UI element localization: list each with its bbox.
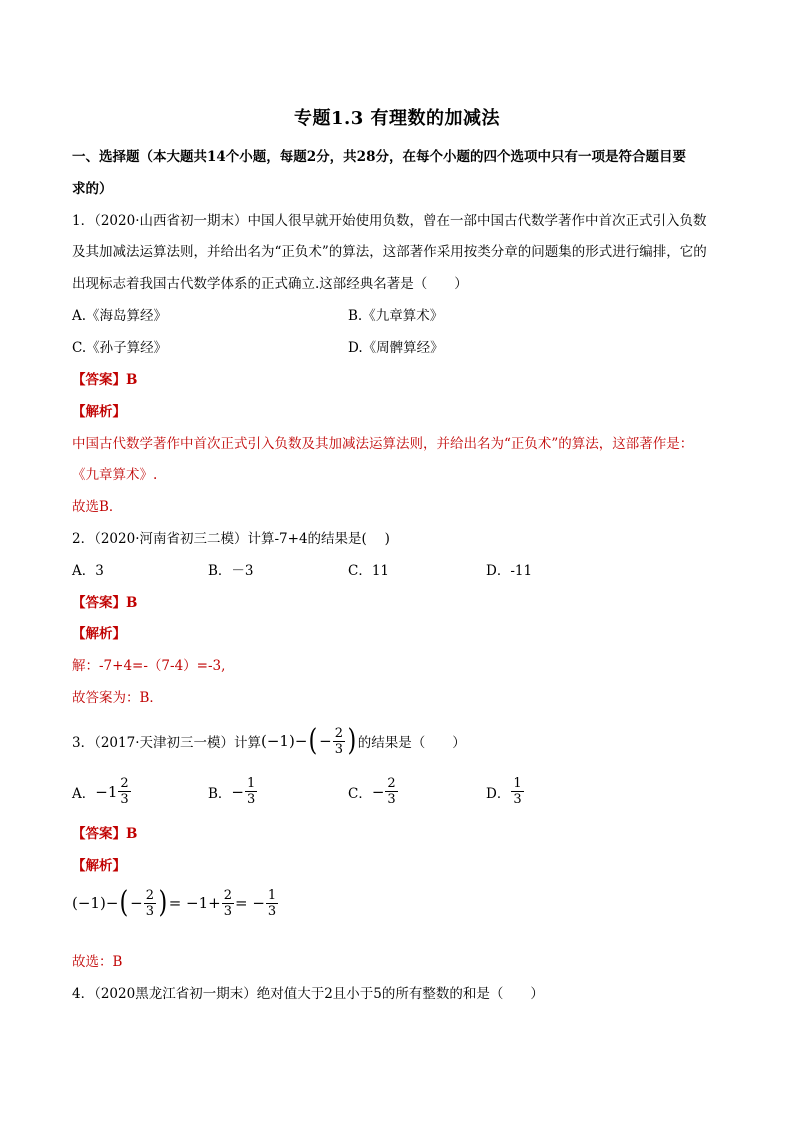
q2-choose: 故答案为：B． (72, 690, 163, 706)
q3-stem-numerator: 2 (334, 725, 343, 741)
page-title: 专题1.3 有理数的加减法 (293, 108, 501, 129)
q3-solution-fraction1 (144, 888, 156, 919)
q3-solution-fraction3 (266, 888, 278, 919)
q2-option-b: B．－3 (208, 563, 254, 579)
q3-stem-prefix: 3．（2017·天津初三一模）计算 (72, 735, 261, 751)
q3-option-c-numerator: 2 (387, 776, 396, 791)
q2-analysis-label: 【解析】 (72, 626, 126, 642)
q3-stem-term1: (−1) (261, 732, 295, 750)
q3-solution-numerator3: 1 (267, 887, 277, 903)
q3-option-d-label: D． (486, 785, 511, 802)
q3-solution-numerator2: 2 (223, 887, 233, 903)
q3-stem-suffix: 的结果是（ ） (357, 735, 466, 751)
q3-option-b (208, 776, 258, 807)
q3-option-c-sign: − (371, 782, 385, 801)
q1-analysis-label: 【解析】 (72, 404, 126, 420)
q4-stem: 4．（2020黑龙江省初一期末）绝对值大于2且小于5的所有整数的和是（ ） (72, 986, 544, 1002)
q3-option-c-denominator: 3 (387, 792, 396, 807)
q3-solution-neg: − (130, 894, 143, 912)
q3-option-d (486, 776, 525, 807)
q3-option-c-label: C． (348, 785, 372, 802)
q3-stem-right-paren: ) (347, 723, 357, 758)
q3-solution-mid: = −1+ (168, 894, 221, 912)
section-heading-line1: 一、选择题（本大题共14个小题，每题2分，共28分，在每个小题的四个选项中只有一项是符合题目要 (72, 149, 686, 165)
q3-solution-denominator3: 3 (267, 903, 277, 919)
q2-option-a: A．3 (72, 563, 104, 579)
q2-option-d: D．-11 (486, 563, 533, 579)
q3-option-a-label: A． (72, 785, 96, 802)
q1-option-d: D.《周髀算经》 (348, 340, 444, 356)
q3-solution-equals: = − (235, 894, 265, 912)
q1-option-b: B.《九章算术》 (348, 308, 444, 324)
q3-stem-denominator: 3 (334, 741, 343, 757)
q3-option-a-whole: −1 (95, 782, 118, 801)
section-heading-line2: 求的） (72, 181, 113, 197)
q1-option-c: C.《孙子算经》 (72, 340, 168, 356)
q3-solution-denominator2: 3 (223, 903, 233, 919)
q3-option-b-sign: − (231, 782, 244, 801)
q3-option-a (72, 776, 132, 807)
q3-stem-neg: − (319, 732, 332, 750)
q1-stem-line3: 出现标志着我国古代数学体系的正式确立.这部经典名著是（ ） (72, 276, 468, 292)
q3-solution-denominator1: 3 (145, 903, 154, 919)
q3-stem-left-paren: ( (308, 723, 318, 758)
q1-analysis-line1: 中国古代数学著作中首次正式引入负数及其加减法运算法则，并给出名为“正负术”的算法，这部著作是： (72, 436, 694, 452)
q2-stem: 2．（2020·河南省初三二模）计算-7+4的结果是( ) (72, 531, 390, 547)
q1-stem-line1: 1．（2020·山西省初一期末）中国人很早就开始使用负数，曾在一部中国古代数学著作中首次正式引入负数 (72, 213, 707, 229)
q3-option-c (348, 776, 399, 807)
q3-option-d-fraction (511, 776, 523, 807)
q3-option-b-fraction (245, 776, 257, 807)
q3-option-a-fraction (118, 776, 130, 807)
q3-option-c-fraction (385, 776, 397, 807)
q3-solution-term1: (−1) (72, 894, 106, 912)
q3-solution-numerator1: 2 (145, 887, 154, 903)
q1-option-a: A.《海岛算经》 (72, 308, 168, 324)
q3-option-a-denominator: 3 (120, 792, 129, 807)
q2-solution: 解：-7+4=-（7-4）=-3, (72, 658, 226, 674)
q3-stem-fraction (333, 726, 345, 757)
q3-solution (72, 886, 279, 920)
q3-solution-minus: − (105, 894, 119, 912)
q3-option-d-denominator: 3 (513, 792, 522, 807)
q3-option-a-numerator: 2 (120, 776, 129, 791)
q3-option-b-label: B． (208, 785, 232, 802)
q3-solution-right-paren: ) (158, 885, 168, 920)
q3-answer: 【答案】B (72, 826, 138, 842)
q1-answer: 【答案】B (72, 372, 138, 388)
q3-stem (72, 724, 466, 758)
q2-option-c: C．11 (348, 563, 390, 579)
q1-stem-line2: 及其加减法运算法则，并给出名为“正负术”的算法，这部著作采用按类分章的问题集的形式进行编排，它的 (72, 244, 707, 260)
q3-option-b-denominator: 3 (247, 792, 256, 807)
q3-choose: 故选：B (72, 954, 123, 970)
q3-stem-minus: − (294, 732, 308, 750)
q3-option-b-numerator: 1 (247, 776, 256, 791)
q2-answer: 【答案】B (72, 595, 138, 611)
q3-solution-fraction2 (222, 888, 234, 919)
q1-analysis-line2: 《九章算术》. (72, 467, 158, 483)
q3-option-d-numerator: 1 (513, 776, 522, 791)
q1-choose: 故选B． (72, 499, 123, 515)
q3-analysis-label: 【解析】 (72, 858, 126, 874)
q3-solution-left-paren: ( (119, 885, 129, 920)
